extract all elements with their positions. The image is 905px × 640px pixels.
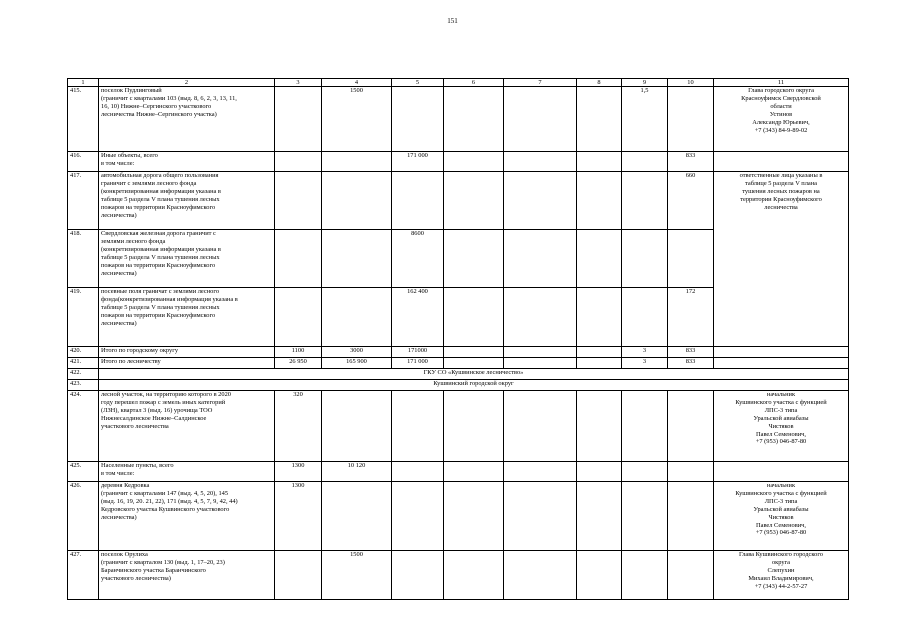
cell-col9 <box>622 391 668 462</box>
column-header: 10 <box>668 79 714 87</box>
cell-col8 <box>577 482 622 551</box>
column-header: 9 <box>622 79 668 87</box>
cell-col7 <box>504 482 577 551</box>
cell-col7 <box>504 391 577 462</box>
row-number: 418. <box>68 230 99 288</box>
cell-col5: 162 400 <box>392 288 444 347</box>
cell-col6 <box>444 87 504 152</box>
cell-col10 <box>668 462 714 482</box>
cell-col4: 165 900 <box>322 358 392 369</box>
table-row <box>68 369 849 380</box>
cell-col6 <box>444 347 504 358</box>
table-row <box>68 347 849 358</box>
cell-col3: 1300 <box>275 482 322 551</box>
object-name: Свердловская железная дорога граничит с землями лесного фонда (конкретизированная информация указана в таблице 5 раздела V плана тушения лесных пожаров на территории Красноуфимского лесничества) <box>99 230 275 288</box>
responsible-person <box>714 358 849 369</box>
responsible-person: ответственные лица указаны в таблице 5 раздела V плана тушения лесных пожаров на территории Красноуфимского лесничества <box>714 172 849 347</box>
cell-col6 <box>444 152 504 172</box>
responsible-person <box>714 152 849 172</box>
cell-col4 <box>322 288 392 347</box>
cell-col10 <box>668 391 714 462</box>
cell-col5 <box>392 551 444 600</box>
cell-col7 <box>504 358 577 369</box>
row-number: 416. <box>68 152 99 172</box>
row-number: 421. <box>68 358 99 369</box>
row-number: 415. <box>68 87 99 152</box>
cell-col8 <box>577 551 622 600</box>
cell-col5 <box>392 462 444 482</box>
cell-col8 <box>577 391 622 462</box>
cell-col9: 3 <box>622 347 668 358</box>
page-number: 151 <box>447 17 458 25</box>
cell-col8 <box>577 347 622 358</box>
object-name: Населенные пункты, всего в том числе: <box>99 462 275 482</box>
responsible-person <box>714 347 849 358</box>
cell-col7 <box>504 551 577 600</box>
responsible-person: Глава городского округа Красноуфимск Свердловской области Устинов Александр Юрьевич, +7 (343) 84-9-89-02 <box>714 87 849 152</box>
responsible-person: начальник Кушвинского участка с функцией ЛПС-3 типа Уральской авиабазы Чистяков Павел Семенович, +7 (953) 046-87-80 <box>714 482 849 551</box>
cell-col10 <box>668 482 714 551</box>
column-header: 11 <box>714 79 849 87</box>
row-number: 426. <box>68 482 99 551</box>
cell-col6 <box>444 230 504 288</box>
cell-col4: 10 120 <box>322 462 392 482</box>
object-name: поселок Орулиха (граничит с кварталом 130 (выд. 1, 17–20, 23) Баранчинского участка Баранчинского участкового лесничества) <box>99 551 275 600</box>
cell-col7 <box>504 462 577 482</box>
row-number: 427. <box>68 551 99 600</box>
table-row <box>68 87 849 152</box>
cell-col9 <box>622 152 668 172</box>
cell-col9 <box>622 172 668 230</box>
cell-col4 <box>322 391 392 462</box>
column-header: 6 <box>444 79 504 87</box>
cell-col5 <box>392 172 444 230</box>
cell-col10: 833 <box>668 152 714 172</box>
table-row <box>68 358 849 369</box>
cell-col10: 172 <box>668 288 714 347</box>
cell-col7 <box>504 152 577 172</box>
table-row <box>68 462 849 482</box>
row-number: 419. <box>68 288 99 347</box>
cell-col10 <box>668 230 714 288</box>
cell-col3 <box>275 152 322 172</box>
cell-col6 <box>444 358 504 369</box>
responsible-person: начальник Кушвинского участка с функцией ЛПС-3 типа Уральской авиабазы Чистяков Павел Семенович, +7 (953) 046-87-80 <box>714 391 849 462</box>
cell-col5 <box>392 482 444 551</box>
cell-col9 <box>622 288 668 347</box>
row-number: 423. <box>68 380 99 391</box>
cell-col5: 8600 <box>392 230 444 288</box>
cell-col5: 171 000 <box>392 152 444 172</box>
cell-col3: 320 <box>275 391 322 462</box>
row-number: 425. <box>68 462 99 482</box>
cell-col8 <box>577 230 622 288</box>
cell-col4 <box>322 172 392 230</box>
responsible-person: Глава Кушвинского городского округа Слепухин Михаил Владимирович, +7 (343) 44-2-57-27 <box>714 551 849 600</box>
cell-col6 <box>444 288 504 347</box>
cell-col6 <box>444 551 504 600</box>
table-row <box>68 380 849 391</box>
column-header: 2 <box>99 79 275 87</box>
section-heading: ГКУ СО «Кушвинское лесничество» <box>99 369 849 380</box>
cell-col4 <box>322 152 392 172</box>
cell-col9 <box>622 551 668 600</box>
header-row <box>68 79 849 87</box>
object-name: деревня Кедровка (граничит с кварталами 147 (выд. 4, 5, 20), 145 (выд. 16, 19, 20. 21, 22), 171 (выд. 4, 5, 7, 9, 42, 44) Кедровского участка Кушвинского участкового лесничества) <box>99 482 275 551</box>
cell-col3 <box>275 172 322 230</box>
cell-col9: 1,5 <box>622 87 668 152</box>
cell-col9 <box>622 230 668 288</box>
cell-col3: 26 950 <box>275 358 322 369</box>
cell-col7 <box>504 87 577 152</box>
object-name: Иные объекты, всего в том числе: <box>99 152 275 172</box>
column-header: 5 <box>392 79 444 87</box>
cell-col4: 1500 <box>322 551 392 600</box>
cell-col8 <box>577 152 622 172</box>
cell-col5: 171000 <box>392 347 444 358</box>
cell-col10: 833 <box>668 347 714 358</box>
cell-col5 <box>392 391 444 462</box>
cell-col6 <box>444 482 504 551</box>
object-name: Итого по лесничеству <box>99 358 275 369</box>
table-row <box>68 172 849 230</box>
data-table <box>67 78 849 600</box>
cell-col5 <box>392 87 444 152</box>
responsible-person <box>714 462 849 482</box>
cell-col10 <box>668 87 714 152</box>
object-name: посевные поля граничат с землями лесного фонда(конкретизированная информация указана в таблице 5 раздела V плана тушения лесных пожаров на территории Красноуфимского лесничества) <box>99 288 275 347</box>
section-heading: Кушвинский городской округ <box>99 380 849 391</box>
cell-col6 <box>444 172 504 230</box>
cell-col6 <box>444 462 504 482</box>
cell-col10: 660 <box>668 172 714 230</box>
object-name: лесной участок, на территорию которого в 2020 году перешел пожар с земель иных категорий (ЛЗН), квартал 3 (выд. 16) урочища ТОО Нижнесалдинское Нижне–Салдинское участкового лесничества <box>99 391 275 462</box>
cell-col8 <box>577 172 622 230</box>
cell-col8 <box>577 288 622 347</box>
column-header: 8 <box>577 79 622 87</box>
cell-col10: 833 <box>668 358 714 369</box>
cell-col3: 1100 <box>275 347 322 358</box>
row-number: 417. <box>68 172 99 230</box>
cell-col10 <box>668 551 714 600</box>
table-row <box>68 482 849 551</box>
cell-col7 <box>504 230 577 288</box>
cell-col8 <box>577 462 622 482</box>
cell-col4 <box>322 482 392 551</box>
object-name: автомобильная дорога общего пользования граничит с землями лесного фонда (конкретизированная информация указана в таблице 5 раздела V плана тушения лесных пожаров на территории Красноуфимского лесничества) <box>99 172 275 230</box>
cell-col7 <box>504 347 577 358</box>
row-number: 424. <box>68 391 99 462</box>
column-header: 3 <box>275 79 322 87</box>
cell-col9 <box>622 462 668 482</box>
cell-col3 <box>275 288 322 347</box>
table-row <box>68 551 849 600</box>
column-header: 7 <box>504 79 577 87</box>
table-row <box>68 391 849 462</box>
cell-col7 <box>504 172 577 230</box>
row-number: 420. <box>68 347 99 358</box>
cell-col9: 3 <box>622 358 668 369</box>
column-header: 4 <box>322 79 392 87</box>
object-name: поселок Пудлинговый (граничит с кварталами 103 (выд. 8, 6, 2, 3, 13, 11, 16, 10) Нижне–Сергинского участкового лесничества Нижне–Сергинского участка) <box>99 87 275 152</box>
cell-col3: 1300 <box>275 462 322 482</box>
cell-col7 <box>504 288 577 347</box>
row-number: 422. <box>68 369 99 380</box>
cell-col4: 1500 <box>322 87 392 152</box>
table-row <box>68 152 849 172</box>
cell-col3 <box>275 551 322 600</box>
cell-col5: 171 000 <box>392 358 444 369</box>
cell-col8 <box>577 358 622 369</box>
cell-col9 <box>622 482 668 551</box>
cell-col3 <box>275 230 322 288</box>
column-header: 1 <box>68 79 99 87</box>
cell-col6 <box>444 391 504 462</box>
cell-col4 <box>322 230 392 288</box>
cell-col8 <box>577 87 622 152</box>
object-name: Итого по городскому округу <box>99 347 275 358</box>
cell-col3 <box>275 87 322 152</box>
cell-col4: 3000 <box>322 347 392 358</box>
